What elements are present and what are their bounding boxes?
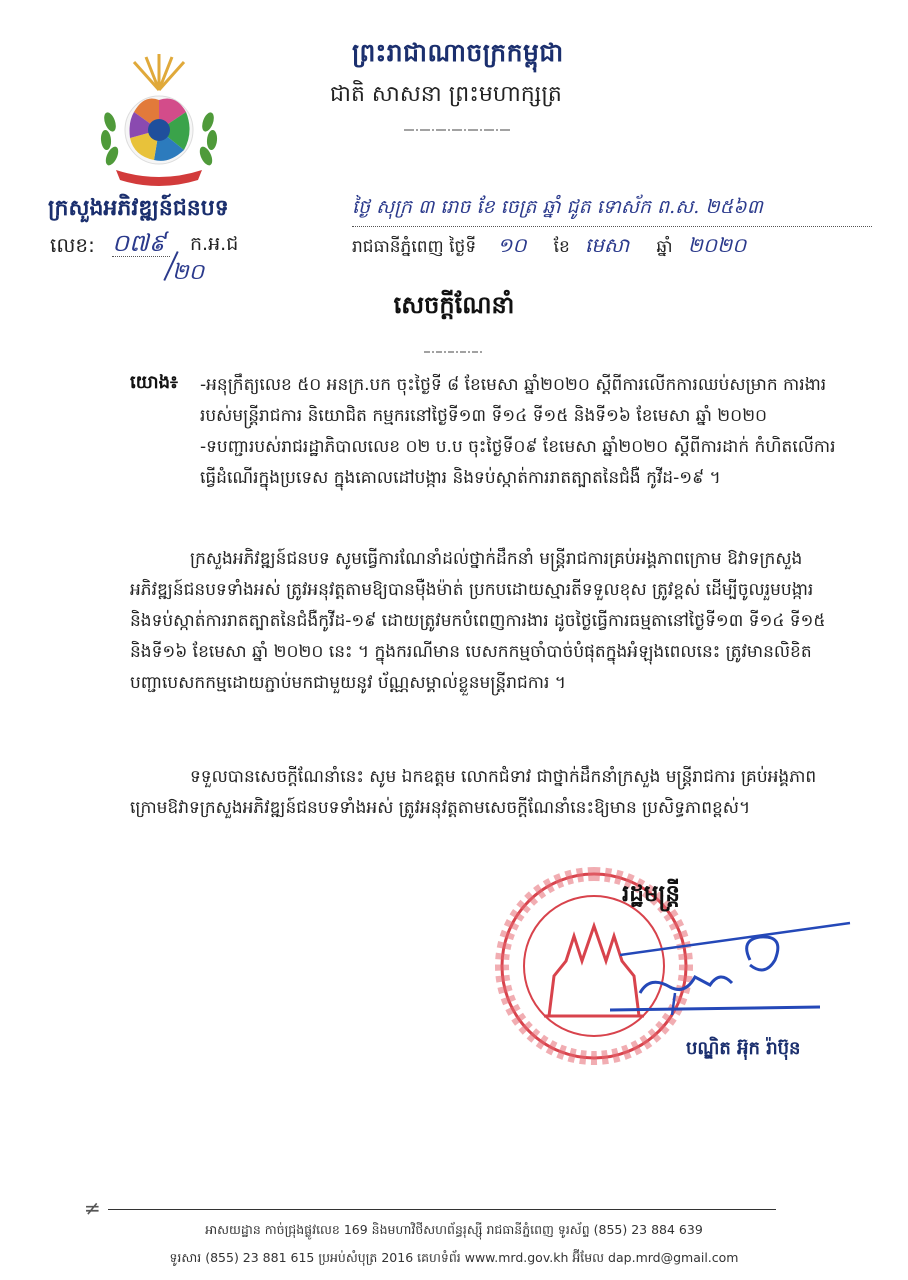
footer-divider xyxy=(108,1209,776,1210)
year-label: ឆ្នាំ xyxy=(656,237,673,257)
year: ២០២០ xyxy=(687,233,747,257)
footer-address: អាសយដ្ឋាន កាច់ជ្រុងផ្លូវលេខ 169 និងមហាវិថីសហព័ន្ធរុស្ស៊ី រាជធានីភ្នំពេញ ទូរស័ព្ទ (855) 23 884 639 xyxy=(205,1222,703,1237)
reference-item: -ទបញ្ជារបស់រាជរដ្ឋាភិបាលលេខ ០២ ប.ប ចុះថ្ងៃទី០៩ ខែមេសា ឆ្នាំ២០២០ ស្ដីពីការដាក់ កំហិតលើការធ្វើដំណើរក្នុងប្រទេស ក្នុងគោលដៅបង្ការ និងទប់ស្កាត់ការរាតត្បាតនៃជំងឺ កូវីដ-១៩ ។ xyxy=(200,437,836,488)
reference-item: -អនុក្រឹត្យលេខ ៥០ អនក្រ.បក ចុះថ្ងៃទី ៨ ខែមេសា ឆ្នាំ២០២០ ស្ដីពីការលើកការឈប់សម្រាក ការងាររបស់មន្ត្រីរាជការ និយោជិត កម្មករនៅថ្ងៃទី១៣ ទី១៤ ទី១៥ និងទី១៦ ខែមេសា ឆ្នាំ ២០២០ xyxy=(200,375,827,426)
minister-name: បណ្ឌិត អ៊ុក រ៉ាប៊ុន xyxy=(686,1038,801,1059)
lunar-date-line xyxy=(352,226,872,227)
ref-underline xyxy=(112,256,170,257)
reference-number xyxy=(50,229,300,287)
place-date xyxy=(352,232,872,266)
national-motto: ជាតិ សាសនា ព្រះមហាក្សត្រ xyxy=(330,82,562,107)
ref-label: លេខ: xyxy=(50,233,95,257)
paragraph-1: ក្រសួងអភិវឌ្ឍន៍ជនបទ សូមធ្វើការណែនាំដល់ថ្នាក់ដឹកនាំ មន្ត្រីរាជការគ្រប់អង្គភាពក្រោម ឱវាទក្រសួងអភិវឌ្ឍន៍ជនបទទាំងអស់ ត្រូវអនុវត្តតាមឱ្យបានម៉ឺងម៉ាត់ ប្រកបដោយស្មារតីទទួលខុស ត្រូវខ្ពស់ ដើម្បីចូលរួមបង្ការ និងទប់ស្កាត់ការរាតត្បាតនៃជំងឺកូវីដ-១៩ ដោយត្រូវមកបំពេញការងារ ដូចថ្ងៃធ្វើការធម្មតានៅថ្ងៃទី១៣ ទី១៤ ទី១៥ និងទី១៦ ខែមេសា ឆ្នាំ ២០២០ នេះ ។ ក្នុងករណីមាន បេសកកម្មចាំបាច់បំផុតក្នុងអំឡុងពេលនេះ ត្រូវមានលិខិតបញ្ជាបេសកកម្មដោយភ្ជាប់មកជាមួយនូវ ប័ណ្ណសម្គាល់ខ្លួនមន្ត្រីរាជការ ។ xyxy=(130,549,826,693)
place-date-prefix: រាជធានីភ្នំពេញ ថ្ងៃទី xyxy=(352,237,477,257)
handwritten-signature xyxy=(600,915,860,1025)
reference-label: យោង៖ xyxy=(130,372,178,393)
lunar-date: ថ្ងៃ សុក្រ ៣ រោច ខែ ចេត្រ ឆ្នាំ ជូត ទោស័ក ព.ស. ២៥៦៣ xyxy=(352,196,763,218)
kingdom-title: ព្រះរាជាណាចក្រកម្ពុជា xyxy=(352,38,564,67)
ref-year: ២០ xyxy=(172,260,205,285)
day: ១០ xyxy=(497,233,527,257)
document-title: សេចក្ដីណែនាំ xyxy=(393,291,515,319)
ministry-logo xyxy=(94,52,224,187)
footer-contact: ទូរសារ (855) 23 881 615 ប្រអប់សំបុត្រ 2016 គេហទំព័រ www.mrd.gov.kh អ៊ីមែល dap.mrd@gmail.com xyxy=(169,1250,739,1265)
month-label: ខែ xyxy=(553,237,570,257)
ref-number: ០៧៩ xyxy=(112,229,166,257)
ministry-name: ក្រសួងអភិវឌ្ឍន៍ជនបទ xyxy=(48,196,229,221)
motto-divider xyxy=(404,118,512,124)
footer-mark-icon: ≠ xyxy=(84,1196,101,1220)
minister-title: រដ្ឋមន្ត្រី xyxy=(622,881,680,907)
paragraph-2: ទទួលបានសេចក្ដីណែនាំនេះ សូម ឯកឧត្តម លោកជំទាវ ជាថ្នាក់ដឹកនាំក្រសួង មន្ត្រីរាជការ គ្រប់អង្គភាពក្រោមឱវាទក្រសួងអភិវឌ្ឍន៍ជនបទទាំងអស់ ត្រូវអនុវត្តតាមសេចក្ដីណែនាំនេះឱ្យមាន ប្រសិទ្ធភាពខ្ពស់។ xyxy=(130,767,817,818)
month: មេសា xyxy=(584,233,630,257)
reference-list xyxy=(200,370,840,494)
ref-suffix: ក.អ.ជ xyxy=(190,233,239,255)
title-divider xyxy=(424,340,484,346)
